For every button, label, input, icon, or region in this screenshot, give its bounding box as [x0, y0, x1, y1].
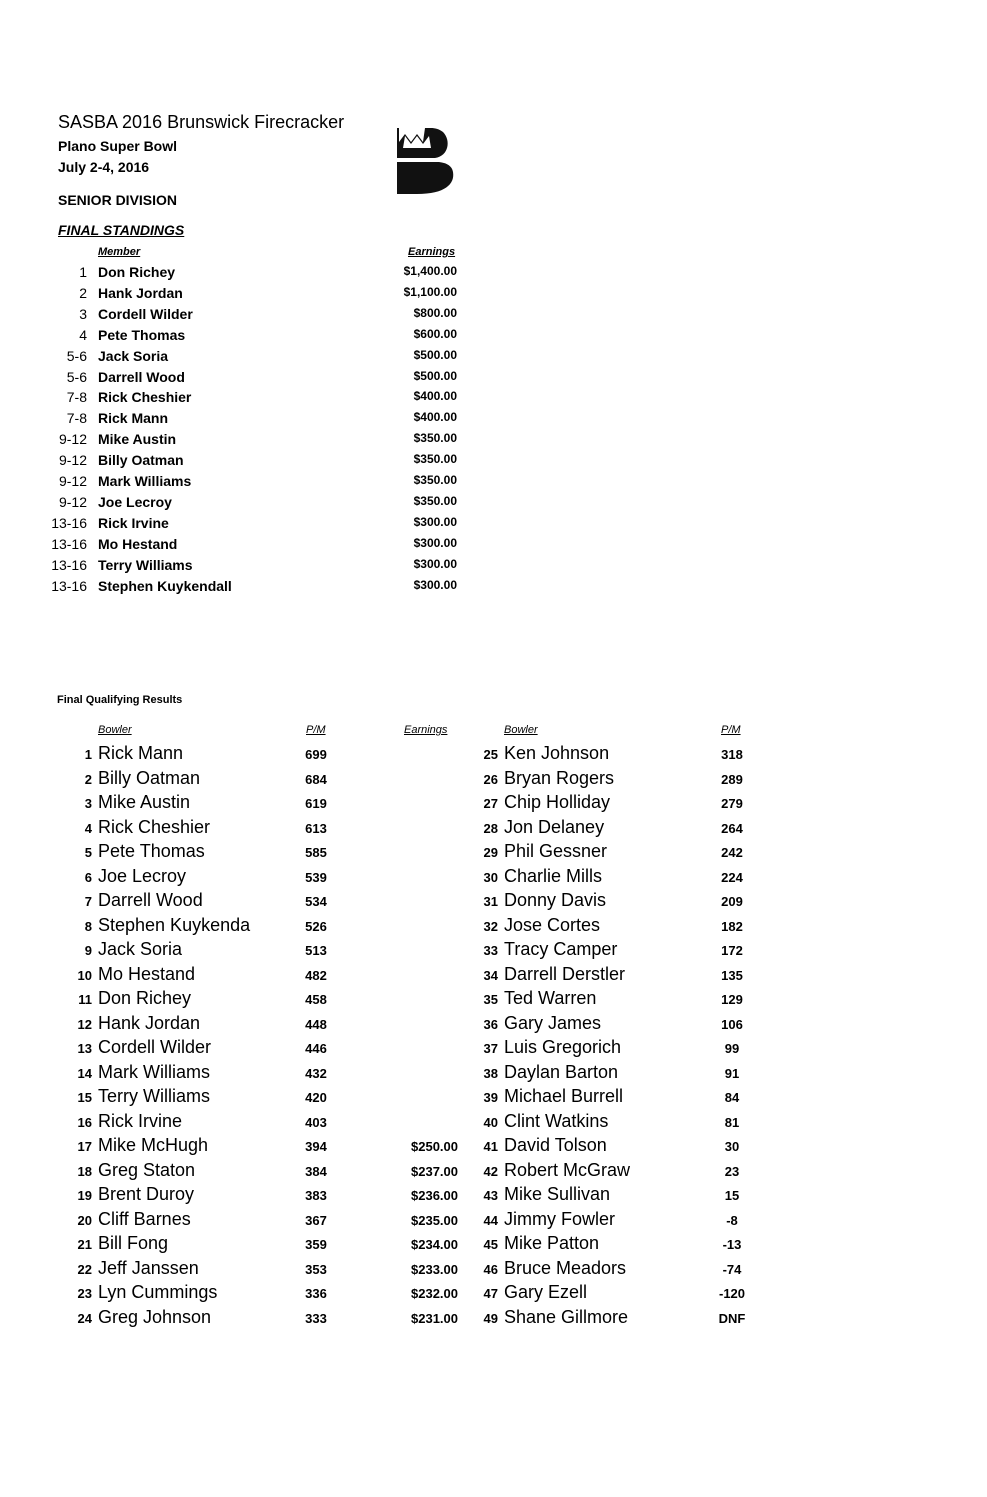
bowler-name: Gary Ezell	[504, 1282, 588, 1302]
bowler-name: Hank Jordan	[98, 1012, 201, 1033]
pm-value: 613	[305, 820, 327, 836]
qualifying-heading: Final Qualifying Results	[57, 694, 183, 706]
pm-value: 384	[305, 1163, 327, 1179]
earnings-value: $800.00	[413, 305, 457, 320]
pm-value: 336	[305, 1286, 327, 1301]
rank-number: 41	[483, 1139, 498, 1154]
pm-value: 15	[724, 1188, 740, 1203]
pm-value: 172	[721, 943, 743, 958]
earnings-value: $233.00	[411, 1261, 458, 1277]
place-number: 5-6	[66, 368, 87, 385]
bowler-name: Mike Sullivan	[504, 1184, 611, 1204]
earnings-value: $300.00	[413, 514, 457, 529]
bowler-name: Mike Austin	[98, 792, 191, 812]
earnings-value: $600.00	[413, 326, 457, 341]
earnings-value: $350.00	[413, 473, 457, 487]
pm-value: 458	[305, 992, 327, 1007]
rank-number: 39	[483, 1090, 498, 1105]
standings-row	[0, 557, 480, 578]
earnings-value: $1,400.00	[403, 264, 457, 278]
earnings-value: $236.00	[411, 1188, 458, 1203]
standings-row	[0, 285, 480, 306]
earnings-value: $234.00	[411, 1237, 458, 1252]
earnings-value: $300.00	[413, 535, 457, 550]
earnings-value: $235.00	[411, 1212, 458, 1228]
rank-number: 6	[84, 869, 92, 885]
bowler-name: Daylan Barton	[504, 1061, 619, 1082]
earnings-column-header-qualifying: Earnings	[404, 724, 448, 736]
bowler-name: Lyn Cummings	[98, 1282, 218, 1302]
rank-number: 37	[483, 1041, 498, 1056]
bowler-name: Donny Davis	[504, 890, 607, 910]
pm-value: 84	[724, 1090, 740, 1105]
bowler-name: Mike Patton	[504, 1233, 600, 1253]
pm-value: 539	[305, 869, 327, 885]
place-number: 13-16	[51, 514, 87, 531]
bowler-name: David Tolson	[504, 1135, 607, 1155]
rank-number: 47	[483, 1286, 498, 1301]
pm-value: 482	[305, 967, 327, 983]
bowler-name: Bryan Rogers	[504, 767, 615, 788]
bowler-name: Joe Lecroy	[98, 865, 187, 886]
bowler-name: Don Richey	[98, 988, 192, 1008]
pm-value: 224	[721, 869, 743, 885]
rank-number: 19	[77, 1188, 92, 1203]
earnings-value: $500.00	[413, 347, 457, 362]
bowler-name: Tracy Camper	[504, 939, 618, 959]
pm-value: 333	[305, 1310, 327, 1326]
bowler-name: Billy Oatman	[98, 767, 201, 788]
member-name: Mike Austin	[98, 431, 177, 448]
place-number: 2	[79, 284, 87, 301]
earnings-value: $250.00	[411, 1139, 458, 1154]
member-name: Joe Lecroy	[98, 493, 172, 510]
pm-value: -8	[726, 1212, 738, 1228]
bowler-name: Mike McHugh	[98, 1135, 209, 1155]
standings-row	[0, 536, 480, 557]
rank-number: 27	[483, 796, 498, 811]
earnings-value: $232.00	[411, 1286, 458, 1301]
rank-number: 21	[77, 1237, 92, 1252]
pm-value: -74	[722, 1261, 742, 1277]
pm-value: 23	[724, 1163, 740, 1179]
bowler-column-header: Bowler	[98, 724, 132, 736]
standings-row	[0, 473, 480, 494]
rank-number: 38	[483, 1065, 498, 1081]
bowler-name: Michael Burrell	[504, 1086, 624, 1106]
pm-value: 30	[724, 1139, 740, 1154]
pm-value: 619	[305, 796, 327, 811]
rank-number: 31	[483, 894, 498, 909]
pm-column-header: P/M	[306, 724, 326, 736]
place-number: 1	[79, 264, 87, 280]
pm-value: 279	[721, 796, 743, 811]
rank-number: 15	[77, 1090, 92, 1105]
rank-number: 46	[483, 1261, 498, 1277]
pm-value: 448	[305, 1016, 327, 1032]
place-number: 7-8	[66, 389, 87, 406]
pm-value: 699	[305, 747, 327, 762]
pm-value: 242	[721, 845, 743, 860]
bowler-name: Ted Warren	[504, 988, 597, 1008]
bowler-column-header-right: Bowler	[504, 724, 538, 736]
place-number: 3	[79, 305, 87, 322]
earnings-value: $350.00	[413, 452, 457, 467]
place-number: 9-12	[58, 493, 87, 510]
bowler-name: Pete Thomas	[98, 841, 205, 861]
standings-row	[0, 410, 480, 431]
rank-number: 13	[77, 1041, 92, 1056]
bowler-name: Jose Cortes	[504, 914, 601, 935]
rank-number: 23	[77, 1286, 92, 1301]
pm-value: 367	[305, 1212, 327, 1228]
bowler-name: Clint Watkins	[504, 1110, 609, 1131]
pm-value: 289	[721, 771, 743, 787]
standings-row	[0, 306, 480, 327]
bowler-name: Luis Gregorich	[504, 1037, 622, 1057]
pm-value: -13	[722, 1237, 742, 1252]
earnings-value: $350.00	[413, 493, 457, 508]
standings-row	[0, 369, 480, 390]
place-number: 9-12	[58, 473, 87, 489]
bowler-name: Chip Holliday	[504, 792, 611, 812]
member-name: Rick Irvine	[98, 514, 169, 531]
member-name: Cordell Wilder	[98, 305, 193, 322]
bowler-name: Gary James	[504, 1012, 602, 1033]
bowler-name: Robert McGraw	[504, 1159, 631, 1180]
bowler-name: Charlie Mills	[504, 865, 603, 886]
bowler-name: Stephen Kuykenda	[98, 914, 251, 935]
earnings-value: $400.00	[413, 389, 457, 404]
earnings-value: $231.00	[411, 1310, 458, 1326]
earnings-value: $1,100.00	[403, 284, 457, 299]
earnings-value: $237.00	[411, 1163, 458, 1179]
rank-number: 44	[483, 1212, 498, 1228]
pm-value: 353	[305, 1261, 327, 1277]
standings-row	[0, 389, 480, 410]
pm-value: 394	[305, 1139, 327, 1154]
rank-number: 34	[483, 967, 498, 983]
bowler-name: Cordell Wilder	[98, 1037, 212, 1057]
rank-number: 29	[483, 845, 498, 860]
bowler-name: Jon Delaney	[504, 816, 605, 837]
division-label: SENIOR DIVISION	[58, 192, 178, 208]
rank-number: 20	[77, 1212, 92, 1228]
pm-value: 526	[305, 918, 327, 934]
pm-value: 383	[305, 1188, 327, 1203]
standings-row	[0, 264, 480, 285]
rank-number: 24	[77, 1310, 92, 1326]
earnings-value: $300.00	[413, 556, 457, 571]
place-number: 13-16	[51, 577, 87, 594]
place-number: 5-6	[66, 347, 87, 364]
member-name: Don Richey	[98, 264, 176, 280]
rank-number: 40	[483, 1114, 498, 1130]
member-column-header: Member	[98, 246, 141, 258]
standings-row	[0, 327, 480, 348]
rank-number: 30	[483, 869, 498, 885]
rank-number: 14	[77, 1065, 92, 1081]
rank-number: 42	[483, 1163, 498, 1179]
bowler-name: Darrell Derstler	[504, 963, 626, 984]
pm-value: 135	[721, 967, 743, 983]
brunswick-crown-b-logo-icon	[395, 126, 457, 196]
rank-number: 1	[84, 747, 92, 762]
pm-value: -120	[718, 1286, 746, 1301]
bowler-name: Phil Gessner	[504, 841, 608, 861]
bowler-name: Shane Gillmore	[504, 1306, 629, 1327]
pm-value: 318	[721, 747, 743, 762]
pm-value: 446	[305, 1041, 327, 1056]
pm-value: 264	[721, 820, 743, 836]
rank-number: 11	[78, 992, 92, 1007]
pm-value: 209	[721, 894, 743, 909]
pm-value: 684	[305, 771, 327, 787]
member-name: Hank Jordan	[98, 284, 183, 301]
earnings-value: $300.00	[413, 577, 457, 592]
rank-number: 8	[84, 918, 92, 934]
rank-number: 32	[483, 918, 498, 934]
standings-row	[0, 348, 480, 369]
rank-number: 5	[84, 845, 92, 860]
bowler-name: Brent Duroy	[98, 1184, 195, 1204]
bowler-name: Jack Soria	[98, 939, 183, 959]
bowler-name: Jeff Janssen	[98, 1257, 199, 1278]
event-dates: July 2-4, 2016	[58, 159, 150, 175]
place-number: 9-12	[58, 431, 87, 448]
rank-number: 3	[84, 796, 92, 811]
member-name: Billy Oatman	[98, 452, 184, 469]
rank-number: 43	[483, 1188, 498, 1203]
rank-number: 28	[483, 820, 498, 836]
pm-value: 534	[305, 894, 327, 909]
rank-number: 12	[77, 1016, 92, 1032]
bowler-name: Darrell Wood	[98, 890, 203, 910]
earnings-value: $400.00	[413, 410, 457, 425]
member-name: Mark Williams	[98, 473, 192, 489]
earnings-value: $350.00	[413, 431, 457, 446]
rank-number: 17	[77, 1139, 92, 1154]
bowler-name: Greg Staton	[98, 1159, 196, 1180]
member-name: Mo Hestand	[98, 535, 178, 552]
rank-number: 33	[483, 943, 498, 958]
rank-number: 22	[77, 1261, 92, 1277]
pm-value: 420	[305, 1090, 327, 1105]
standings-row	[0, 578, 480, 599]
rank-number: 18	[77, 1163, 92, 1179]
standings-row	[0, 431, 480, 452]
pm-value: 585	[305, 845, 327, 860]
member-name: Jack Soria	[98, 347, 169, 364]
place-number: 4	[79, 326, 87, 343]
place-number: 7-8	[66, 410, 87, 427]
standings-row	[0, 452, 480, 473]
pm-value: 81	[724, 1114, 740, 1130]
member-name: Rick Cheshier	[98, 389, 192, 406]
member-name: Terry Williams	[98, 556, 193, 573]
member-name: Rick Mann	[98, 410, 169, 427]
rank-number: 7	[84, 894, 92, 909]
pm-column-header-right: P/M	[721, 724, 741, 736]
member-name: Darrell Wood	[98, 368, 185, 385]
standings-row	[0, 494, 480, 515]
bowler-name: Mark Williams	[98, 1061, 210, 1082]
standings-row	[0, 515, 480, 536]
pm-value: 129	[721, 992, 743, 1007]
pm-value: DNF	[718, 1310, 746, 1326]
place-number: 9-12	[58, 452, 87, 469]
rank-number: 9	[84, 943, 92, 958]
rank-number: 16	[77, 1114, 92, 1130]
earnings-column-header: Earnings	[408, 246, 456, 258]
bowler-name: Cliff Barnes	[98, 1208, 191, 1229]
earnings-value: $500.00	[413, 368, 457, 383]
page-title: SASBA 2016 Brunswick Firecracker	[58, 112, 345, 132]
place-number: 13-16	[51, 535, 87, 552]
place-number: 13-16	[51, 556, 87, 573]
pm-value: 359	[305, 1237, 327, 1252]
pm-value: 432	[305, 1065, 327, 1081]
bowler-name: Bruce Meadors	[504, 1257, 627, 1278]
member-name: Pete Thomas	[98, 326, 186, 343]
bowler-name: Greg Johnson	[98, 1306, 212, 1327]
pm-value: 106	[721, 1016, 743, 1032]
rank-number: 45	[483, 1237, 498, 1252]
bowler-name: Mo Hestand	[98, 963, 196, 984]
bowler-name: Jimmy Fowler	[504, 1208, 615, 1229]
pm-value: 182	[721, 918, 743, 934]
pm-value: 513	[305, 943, 327, 958]
pm-value: 91	[724, 1065, 740, 1081]
bowler-name: Rick Mann	[98, 743, 184, 763]
bowler-name: Bill Fong	[98, 1233, 169, 1253]
venue-name: Plano Super Bowl	[58, 138, 178, 154]
rank-number: 36	[483, 1016, 498, 1032]
rank-number: 35	[483, 992, 498, 1007]
rank-number: 26	[483, 771, 498, 787]
bowler-name: Rick Irvine	[98, 1110, 183, 1131]
rank-number: 2	[84, 771, 92, 787]
rank-number: 4	[84, 820, 92, 836]
member-name: Stephen Kuykendall	[98, 577, 232, 594]
rank-number: 25	[483, 747, 498, 762]
rank-number: 10	[77, 967, 92, 983]
bowler-name: Rick Cheshier	[98, 816, 211, 837]
rank-number: 49	[483, 1310, 498, 1326]
pm-value: 403	[305, 1114, 327, 1130]
bowler-name: Terry Williams	[98, 1086, 210, 1106]
pm-value: 99	[724, 1041, 740, 1056]
bowler-name: Ken Johnson	[504, 743, 610, 763]
standings-heading: FINAL STANDINGS	[58, 222, 185, 238]
